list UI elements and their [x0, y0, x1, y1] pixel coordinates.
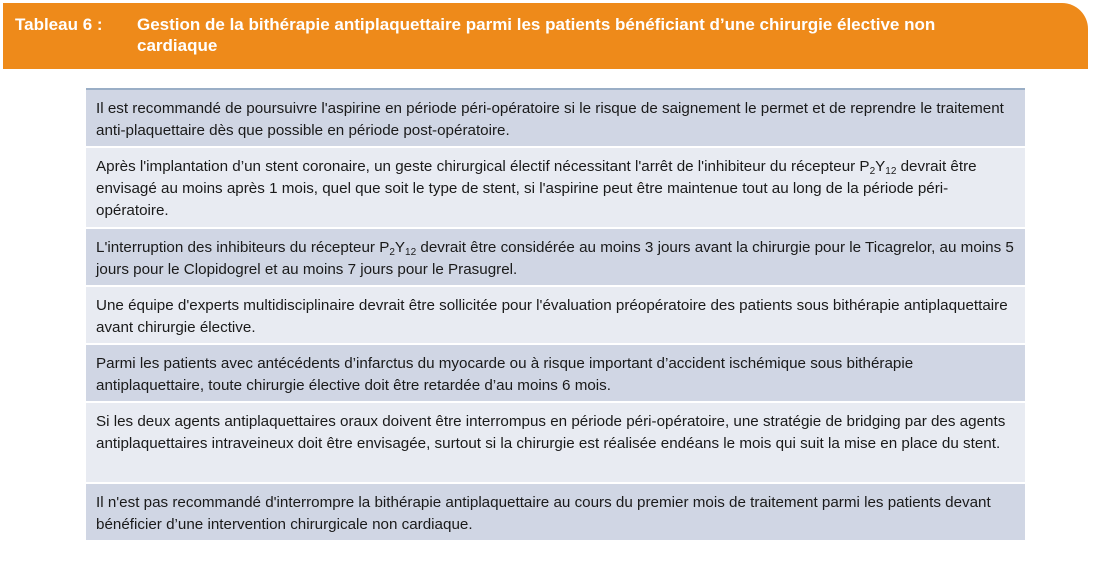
- row-text-part: devrait être envisagé au moins après 1 mois, quel que soit le type de stent, si l'aspirine peut être maintenue tout au long de la période péri-opératoire.: [96, 158, 977, 219]
- table-row: [86, 148, 1025, 229]
- table-header-banner: [3, 3, 1088, 69]
- row-text: Une équipe d'experts multidisciplinaire devrait être sollicitée pour l'évaluation préopératoire des patients sous bithérapie antiplaquettaire avant chirurgie élective.: [96, 297, 1008, 336]
- subscript: 2: [869, 166, 876, 177]
- row-text-part: Après l'implantation d’un stent coronaire, un geste chirurgical électif nécessitant l'arrêt de l'inhibiteur du récepteur P: [96, 158, 870, 175]
- table-row: [86, 90, 1025, 148]
- table-row: [86, 345, 1025, 403]
- row-text-part: Y: [394, 239, 406, 256]
- table-row: [86, 229, 1025, 287]
- subscript: 12: [405, 247, 417, 258]
- recommendations-table: [86, 88, 1025, 542]
- subscript: 12: [885, 166, 897, 177]
- table-row: [86, 484, 1025, 542]
- row-text-part: Y: [875, 158, 886, 175]
- row-text: Parmi les patients avec antécédents d’infarctus du myocarde ou à risque important d’accident ischémique sous bithérapie antiplaquettaire, toute chirurgie élective doit être retardée d’au moins 6 mois.: [96, 355, 914, 394]
- table-number-label: Tableau 6 :: [15, 15, 103, 34]
- table-title: Gestion de la bithérapie antiplaquettaire parmi les patients bénéficiant d’une chirurgie élective non cardiaque: [137, 15, 936, 55]
- row-text: Si les deux agents antiplaquettaires oraux doivent être interrompus en période péri-opératoire, une stratégie de bridging par des agents antiplaquettaires intraveineux doit être envisagée, surtout si la chirurgie est réalisée endéans le mois qui suit la mise en place du stent.: [96, 413, 1006, 452]
- row-text: Il n'est pas recommandé d'interrompre la bithérapie antiplaquettaire au cours du premier mois de traitement parmi les patients devant bénéficier d’une intervention chirurgicale non cardiaque.: [96, 494, 991, 533]
- row-text-part: devrait être considérée au moins 3 jours avant la chirurgie pour le Ticagrelor, au moins 5 jours pour le Clopidogrel et au moins 7 jours pour le Prasugrel.: [96, 239, 1014, 278]
- table-row: [86, 287, 1025, 345]
- table-row: [86, 403, 1025, 484]
- row-text: Il est recommandé de poursuivre l'aspirine en période péri-opératoire si le risque de saignement le permet et de reprendre le traitement anti-plaquettaire dès que possible en période post-opératoire.: [96, 100, 1004, 139]
- row-text-part: L'interruption des inhibiteurs du récepteur P: [96, 239, 390, 256]
- subscript: 2: [389, 247, 395, 258]
